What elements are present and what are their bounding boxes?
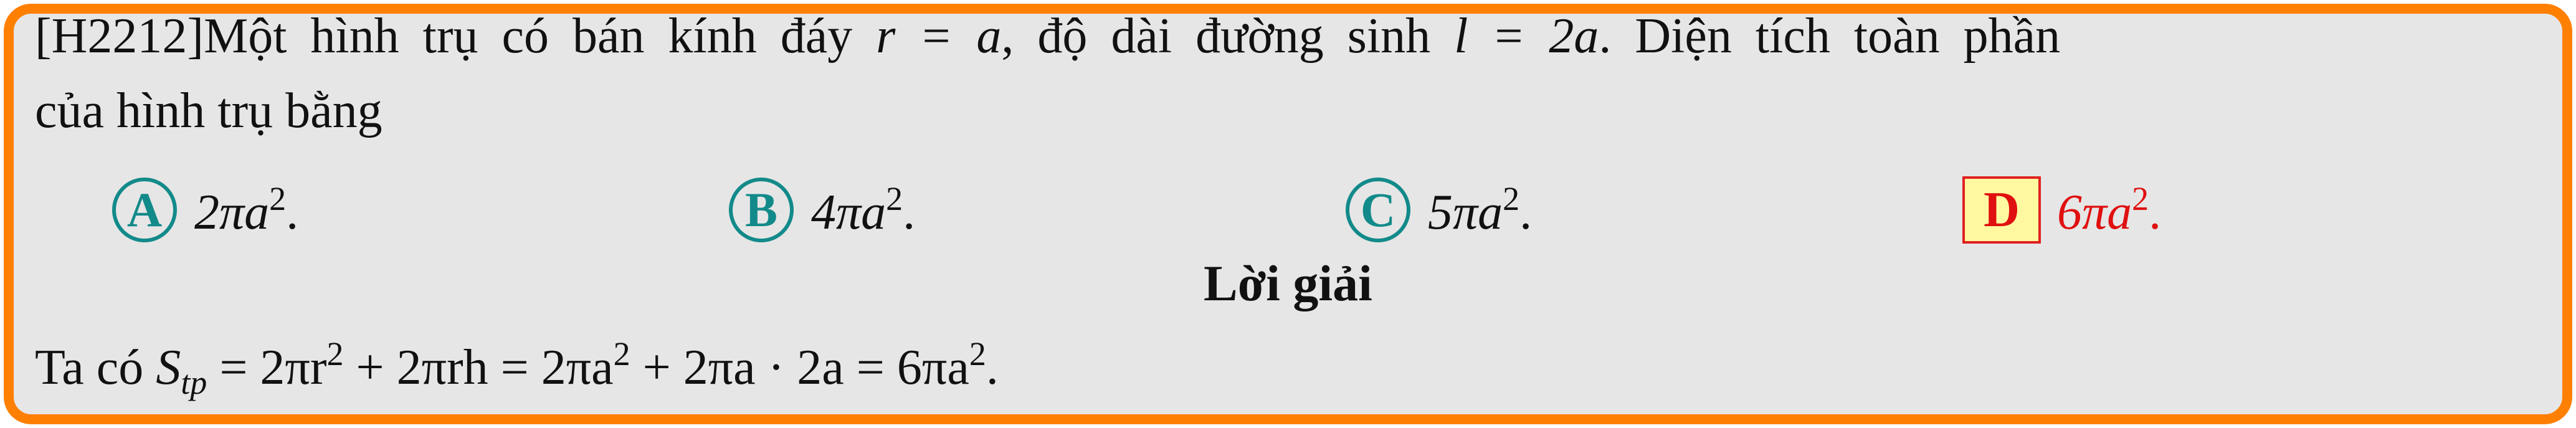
option-d-correct[interactable] [1962, 176, 2161, 244]
option-d-label: D [1962, 176, 2041, 244]
option-a[interactable] [112, 176, 298, 244]
option-d-value: $6\pi a^2$. [2057, 179, 2162, 240]
option-c[interactable] [1346, 176, 1532, 244]
option-a-label: A [112, 178, 177, 242]
question-id: [H2212] [35, 9, 204, 64]
solution-title: Lời giải [1204, 255, 1372, 311]
math-radius: r = a [876, 9, 1002, 64]
option-c-value: $5\pi a^2$. [1428, 179, 1533, 240]
math-slant-height: l = 2a [1454, 9, 1599, 64]
question-text-3: . Diện tích toàn phần [1599, 9, 2061, 64]
option-a-value: $2\pi a^2$. [194, 179, 299, 240]
solution-text: Ta có $S_{tp} = 2\pi r^2 + 2\pi rh = 2\pi a^2 + 2\pi a \cdot 2a = 6\pi a^2$. [35, 335, 999, 401]
option-b[interactable] [729, 176, 915, 244]
question-text-1: Một hình trụ có bán kính đáy [204, 9, 877, 64]
option-b-label: B [729, 178, 794, 242]
question-line-1 [35, 6, 2521, 66]
option-c-label: C [1346, 178, 1410, 242]
question-text-2: , độ dài đường sinh [1001, 9, 1455, 64]
option-b-value: $4\pi a^2$. [811, 179, 916, 240]
question-line-2: của hình trụ bằng [35, 83, 383, 138]
